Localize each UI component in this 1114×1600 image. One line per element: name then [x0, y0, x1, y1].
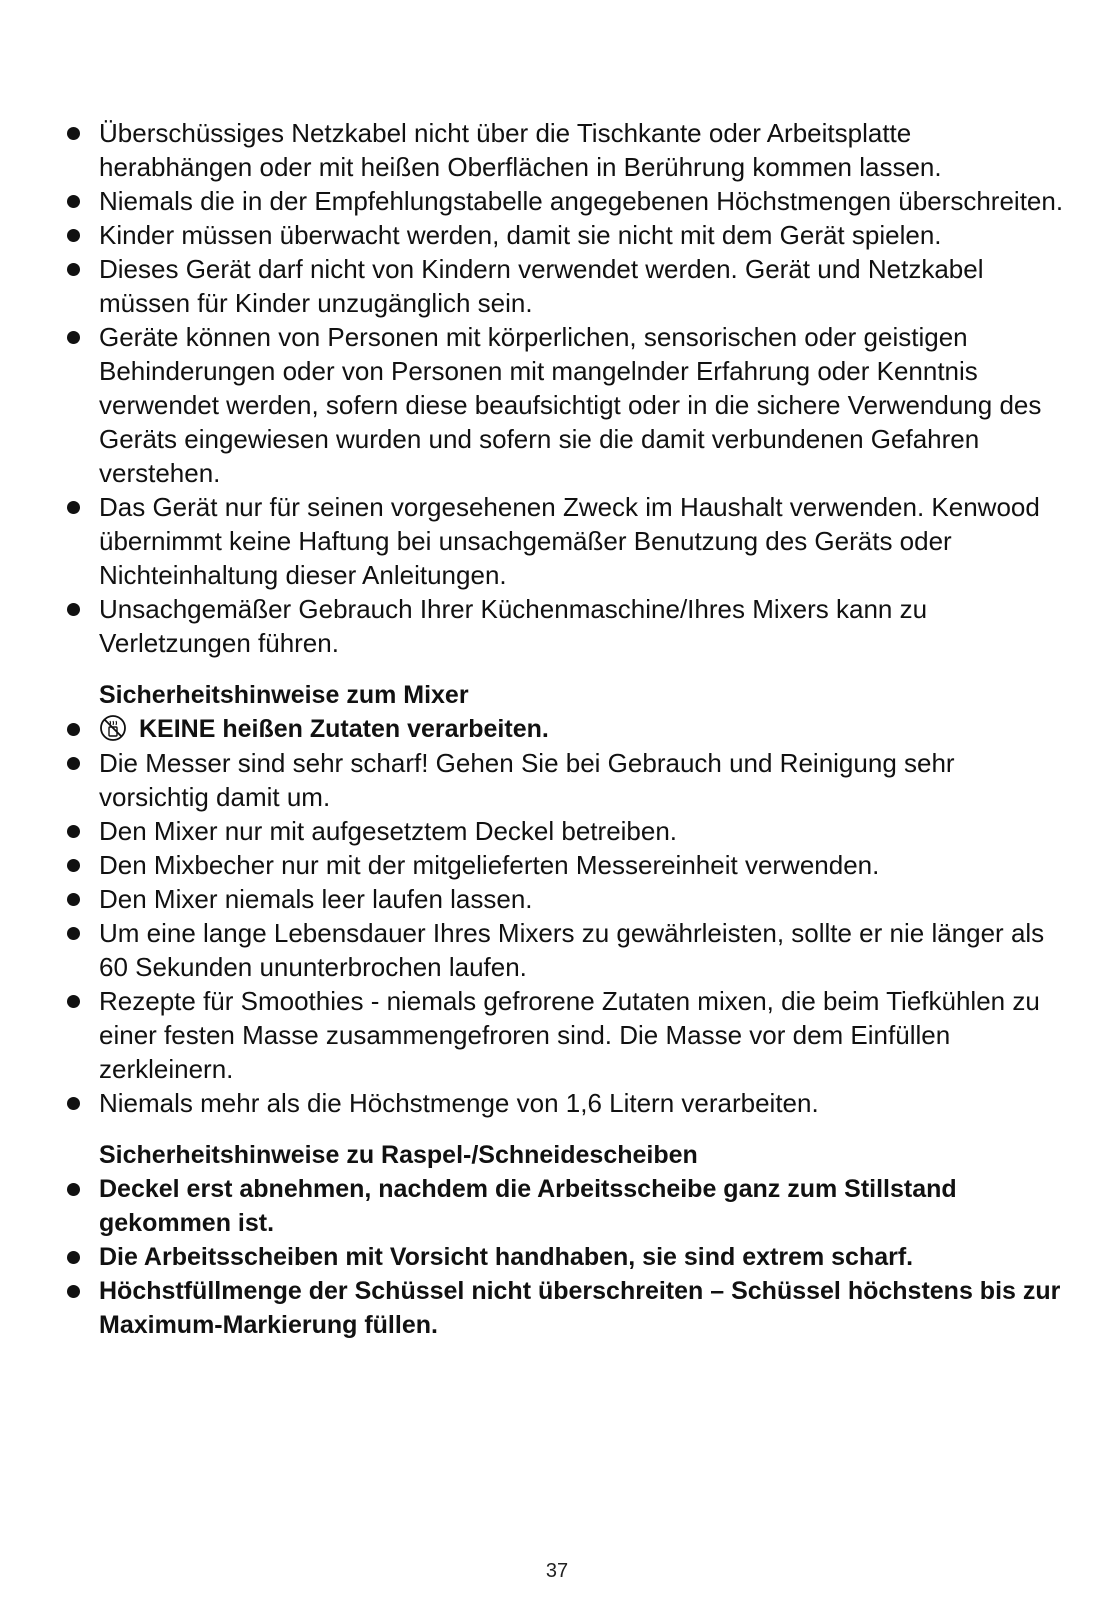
- list-item: Überschüssiges Netzkabel nicht über die Tischkante oder Arbeitsplatte herabhängen oder mit heißen Oberflächen in Berührung kommen lassen.: [64, 116, 1064, 184]
- list-item: Niemals mehr als die Höchstmenge von 1,6 Litern verarbeiten.: [64, 1086, 1064, 1120]
- list-item: Kinder müssen überwacht werden, damit sie nicht mit dem Gerät spielen.: [64, 218, 1064, 252]
- list-item: Deckel erst abnehmen, nachdem die Arbeitsscheibe ganz zum Stillstand gekommen ist.: [64, 1172, 1064, 1240]
- page-number: 37: [545, 1560, 569, 1582]
- discs-safety-heading: Sicherheitshinweise zu Raspel-/Schneidescheiben: [99, 1141, 698, 1169]
- list-item: Den Mixbecher nur mit der mitgelieferten Messereinheit verwenden.: [64, 848, 1064, 882]
- list-item: Die Messer sind sehr scharf! Gehen Sie bei Gebrauch und Reinigung sehr vorsichtig damit um.: [64, 746, 1064, 814]
- list-item: Das Gerät nur für seinen vorgesehenen Zweck im Haushalt verwenden. Kenwood übernimmt keine Haftung bei unsachgemäßer Benutzung des Geräts oder Nichteinhaltung dieser Anleitungen.: [64, 490, 1064, 592]
- hot-ingredients-warning: [64, 712, 1064, 746]
- list-item: Um eine lange Lebensdauer Ihres Mixers zu gewährleisten, sollte er nie länger als 60 Sekunden ununterbrochen laufen.: [64, 916, 1064, 984]
- document-body: [64, 116, 1064, 1342]
- list-item: Niemals die in der Empfehlungstabelle angegebenen Höchstmengen überschreiten.: [64, 184, 1064, 218]
- list-item: Höchstfüllmenge der Schüssel nicht überschreiten – Schüssel höchstens bis zur Maximum-Markierung füllen.: [64, 1274, 1064, 1342]
- list-item: Dieses Gerät darf nicht von Kindern verwendet werden. Gerät und Netzkabel müssen für Kinder unzugänglich sein.: [64, 252, 1064, 320]
- list-item: Den Mixer niemals leer laufen lassen.: [64, 882, 1064, 916]
- mixer-safety-heading: Sicherheitshinweise zum Mixer: [99, 681, 469, 709]
- list-item: Die Arbeitsscheiben mit Vorsicht handhaben, sie sind extrem scharf.: [64, 1240, 1064, 1274]
- hot-warning-text: KEINE heißen Zutaten verarbeiten.: [139, 715, 549, 743]
- list-item: Den Mixer nur mit aufgesetztem Deckel betreiben.: [64, 814, 1064, 848]
- mixer-safety-list: [64, 712, 1064, 1120]
- list-item: Geräte können von Personen mit körperlichen, sensorischen oder geistigen Behinderungen oder von Personen mit mangelnder Erfahrung oder Kenntnis verwendet werden, sofern diese beaufsichtigt oder in die sichere Verwendung des Geräts eingewiesen wurden und sofern sie die damit verbundenen Gefahren verstehen.: [64, 320, 1064, 490]
- list-item: Unsachgemäßer Gebrauch Ihrer Küchenmaschine/Ihres Mixers kann zu Verletzungen führen.: [64, 592, 1064, 660]
- discs-safety-list: [64, 1172, 1064, 1342]
- general-safety-list: [64, 116, 1064, 660]
- no-hot-ingredients-icon: [99, 714, 127, 742]
- list-item: Rezepte für Smoothies - niemals gefrorene Zutaten mixen, die beim Tiefkühlen zu einer festen Masse zusammengefroren sind. Die Masse vor dem Einfüllen zerkleinern.: [64, 984, 1064, 1086]
